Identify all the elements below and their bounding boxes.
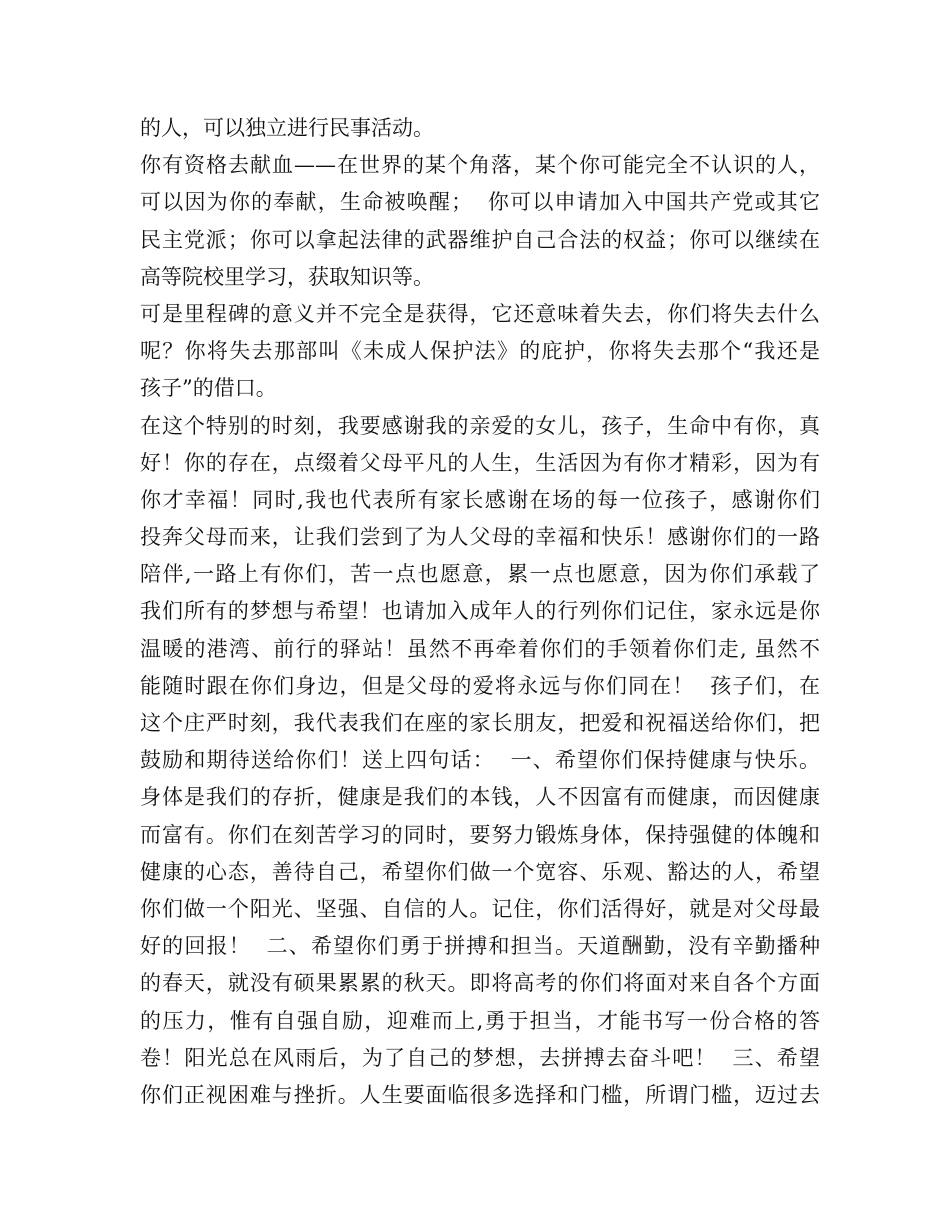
text-line: 呢？你将失去那部叫《未成人保护法》的庇护，你将失去那个“我还是 bbox=[140, 339, 820, 364]
text-line: 的压力，惟有自强自励，迎难而上,勇于担当，才能书写一份合格的答 bbox=[140, 1008, 820, 1033]
text-line: 温暖的港湾、前行的驿站！虽然不再牵着你们的手领着你们走, 虽然不 bbox=[140, 636, 820, 661]
document-body bbox=[140, 110, 820, 1114]
text-line: 陪伴,一路上有你们，苦一点也愿意，累一点也愿意，因为你们承载了 bbox=[140, 562, 820, 587]
text-line: 好！你的存在，点缀着父母平凡的人生，生活因为有你才精彩，因为有 bbox=[140, 450, 820, 475]
text-line: 鼓励和期待送给你们！送上四句话： 一、希望你们保持健康与快乐。 bbox=[140, 748, 820, 773]
text-line: 孩子”的借口。 bbox=[140, 376, 277, 401]
text-line: 投奔父母而来，让我们尝到了为人父母的幸福和快乐！感谢你们的一路 bbox=[140, 525, 820, 550]
text-line: 可以因为你的奉献，生命被唤醒； 你可以申请加入中国共产党或其它 bbox=[140, 190, 820, 215]
text-line: 高等院校里学习，获取知识等。 bbox=[140, 264, 434, 289]
text-line: 你们正视困难与挫折。人生要面临很多选择和门槛，所谓门槛，迈过去 bbox=[140, 1082, 820, 1107]
text-line: 你才幸福！同时,我也代表所有家长感谢在场的每一位孩子，感谢你们 bbox=[140, 487, 820, 512]
text-line: 卷！阳光总在风雨后，为了自己的梦想，去拼搏去奋斗吧！ 三、希望 bbox=[140, 1045, 820, 1070]
text-line: 在这个特别的时刻，我要感谢我的亲爱的女儿，孩子，生命中有你，真 bbox=[140, 413, 820, 438]
text-line: 身体是我们的存折，健康是我们的本钱，人不因富有而健康，而因健康 bbox=[140, 785, 820, 810]
text-line: 的人，可以独立进行民事活动。 bbox=[140, 116, 434, 140]
text-line: 民主党派；你可以拿起法律的武器维护自己合法的权益；你可以继续在 bbox=[140, 227, 820, 252]
text-line: 你有资格去献血——在世界的某个角落，某个你可能完全不认识的人， bbox=[140, 153, 820, 178]
text-line: 可是里程碑的意义并不完全是获得，它还意味着失去，你们将失去什么 bbox=[140, 301, 820, 326]
text-line: 能随时跟在你们身边，但是父母的爱将永远与你们同在！ 孩子们，在 bbox=[140, 673, 820, 698]
text-line: 好的回报！ 二、希望你们勇于拼搏和担当。天道酬勤，没有辛勤播种 bbox=[140, 934, 820, 959]
text-line: 而富有。你们在刻苦学习的同时，要努力锻炼身体，保持强健的体魄和 bbox=[140, 822, 820, 847]
text-line: 你们做一个阳光、坚强、自信的人。记住，你们活得好，就是对父母最 bbox=[140, 896, 820, 921]
text-line: 我们所有的梦想与希望！也请加入成年人的行列你们记住，家永远是你 bbox=[140, 599, 820, 624]
text-line: 的春天，就没有硕果累累的秋天。即将高考的你们将面对来自各个方面 bbox=[140, 971, 820, 996]
text-line: 这个庄严时刻，我代表我们在座的家长朋友，把爱和祝福送给你们，把 bbox=[140, 711, 820, 735]
text-line: 健康的心态，善待自己，希望你们做一个宽容、乐观、豁达的人，希望 bbox=[140, 859, 820, 884]
